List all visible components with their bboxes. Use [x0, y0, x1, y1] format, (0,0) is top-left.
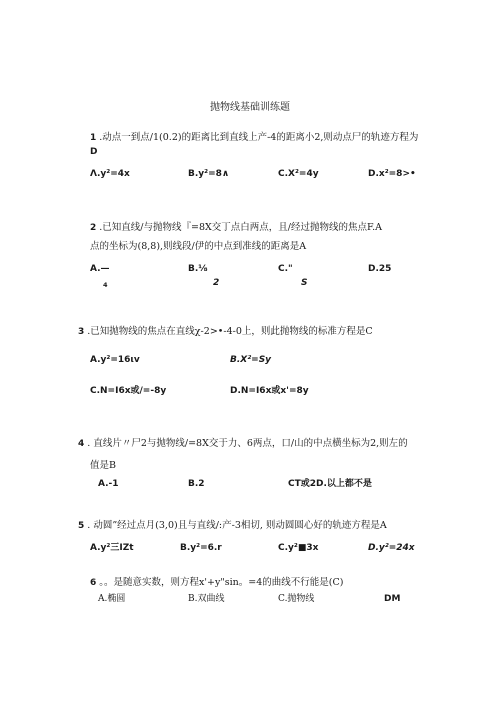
q1-option-a: Λ.y²=4x: [90, 169, 130, 179]
question-text: . 直线片〃尸2与抛物线/=8X交于力、6两点，口/山的中点横坐标为2,则左的: [84, 438, 408, 449]
q3-option-d: D.N=I6x或x'=8y: [230, 386, 309, 396]
question-text: 。。是随意实数，则方程x'+y"sin。=4的曲线不行能是(C): [96, 577, 344, 588]
question-number: 5: [78, 521, 85, 531]
q5-option-d: D.y²=24x: [368, 543, 415, 553]
q2-denominator-b: 2: [213, 278, 220, 288]
question-2: [90, 222, 382, 234]
question-number: 2: [90, 223, 97, 233]
q3-option-c: C.N=I6x或/=-8y: [90, 386, 167, 396]
question-1: [90, 132, 418, 144]
q4-option-cd: CT或2D.以上都不是: [288, 479, 372, 489]
q3-option-a: A.y²=16ιv: [90, 355, 140, 365]
question-number: 6: [90, 578, 97, 588]
q2-option-b: B.⅛: [188, 264, 208, 274]
q5-option-c: C.y²■3x: [278, 543, 319, 553]
question-4-line2: 值是B: [90, 460, 116, 471]
question-4: [78, 438, 408, 450]
q2-option-a: A.—: [90, 264, 110, 274]
q2-option-d: D.25: [368, 264, 392, 274]
q5-option-a: A.y²三IZt: [90, 543, 134, 553]
q1-option-d: D.x²=8>•: [368, 169, 416, 179]
q6-option-b: B.双曲线: [188, 594, 225, 604]
q6-option-d: DM: [384, 594, 401, 604]
question-number: 4: [78, 439, 85, 449]
q6-option-c: C.抛物线: [278, 594, 315, 604]
question-text: .动点一到点/1(0.2)的距离比到直线上产-4的距离小2,则动点尸的轨迹方程为: [96, 132, 419, 143]
question-number: 1: [90, 133, 97, 143]
question-2-line2: 点的坐标为(8,8),则线段/伊的中点到准线的距离是A: [90, 241, 307, 252]
question-5: [78, 520, 387, 532]
question-1-answer: D: [90, 147, 98, 157]
q3-option-b: B.X²=Sy: [230, 355, 272, 365]
q6-option-a: A.椭圆: [98, 594, 126, 604]
question-text: . 动圆”经过点月(3,0)且与直线/:产-3相切, 则动圆圆心好的轨迹方程是A: [84, 520, 387, 531]
q2-denominator-c: S: [301, 278, 308, 288]
question-text: .已知直线/与抛物线『=8X交丁点白两点，且/经过抛物线的焦点F.A: [96, 222, 382, 233]
question-number: 3: [78, 327, 85, 337]
q1-option-b: B.y²=8∧: [188, 169, 230, 179]
q2-option-c: C.": [278, 264, 293, 274]
page-title: 抛物线基础训练题: [210, 102, 290, 113]
question-text: .已知抛物线的焦点在直线χ-2>•-4-0上，则此抛物线的标准方程是C: [84, 326, 373, 337]
q5-option-b: B.y²=6.r: [180, 543, 222, 553]
q2-denominator-a: 4: [103, 281, 108, 289]
q4-option-a: A.-1: [98, 479, 119, 489]
q4-option-b: B.2: [188, 479, 205, 489]
question-6: [90, 577, 343, 589]
q1-option-c: C.X²=4y: [278, 169, 319, 179]
question-3: [78, 326, 373, 338]
